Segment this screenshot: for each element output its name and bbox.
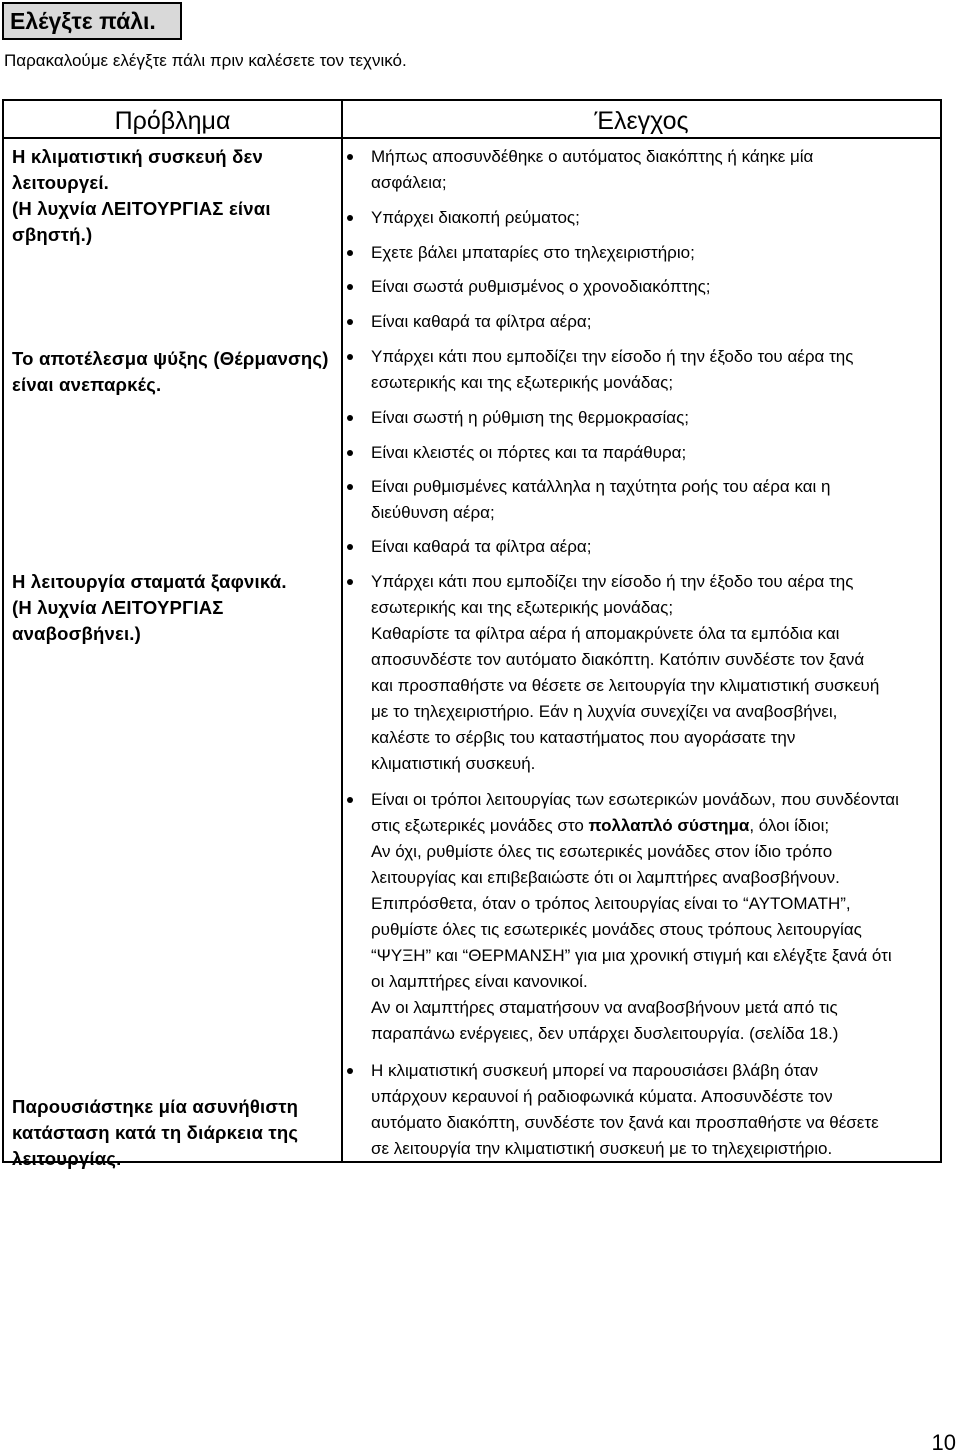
bullet-icon (347, 154, 353, 160)
problem-abnormal-condition (12, 1094, 337, 1172)
problem-line: κατάσταση κατά τη διάρκεια της (12, 1122, 299, 1143)
check-line: Είναι καθαρά τα φίλτρα αέρα; (371, 537, 592, 556)
check-line: Αν όχι, ρυθμίστε όλες τις εσωτερικές μονάδες στον ίδιο τρόπο (371, 842, 833, 861)
intro-text: Παρακαλούμε ελέγξτε πάλι πριν καλέσετε τον τεχνικό. (4, 51, 407, 70)
bullet-icon (347, 450, 353, 456)
problem-line: είναι ανεπαρκές. (12, 374, 162, 395)
problem-line: (Η λυχνία ΛΕΙΤΟΥΡΓΙΑΣ (12, 597, 224, 618)
problem-line: Παρουσιάστηκε μία ασυνήθιστη (12, 1096, 299, 1117)
check-item (371, 274, 941, 300)
check-item (371, 569, 941, 777)
bullet-icon (347, 797, 353, 803)
troubleshooting-table (2, 99, 942, 1169)
header-problem (3, 100, 342, 138)
check-line: σε λειτουργία την κλιματιστική συσκευή με το τηλεχειριστήριο. (371, 1139, 833, 1158)
section-title-text: Ελέγξτε πάλι. (10, 7, 156, 34)
problem-line: Το αποτέλεσμα ψύξης (Θέρμανσης) (12, 348, 329, 369)
bullet-icon (347, 250, 353, 256)
check-item (371, 534, 941, 560)
check-line: Είναι κλειστές οι πόρτες και τα παράθυρα; (371, 443, 687, 462)
check-line: Καθαρίστε τα φίλτρα αέρα ή απομακρύνετε όλα τα εμπόδια και (371, 624, 840, 643)
check-item (371, 440, 941, 466)
check-line: Μήπως αποσυνδέθηκε ο αυτόματος διακόπτης ή κάηκε μία (371, 147, 814, 166)
problem-insufficient-cooling (12, 346, 337, 398)
check-line: Υπάρχει κάτι που εμποδίζει την είσοδο ή την έξοδο του αέρα της (371, 572, 854, 591)
bullet-icon (347, 544, 353, 550)
bullet-icon (347, 319, 353, 325)
table-body-row (3, 138, 941, 1162)
check-line-part: στις εξωτερικές μονάδες στο (371, 816, 589, 835)
check-item (371, 474, 941, 526)
header-check (342, 100, 941, 138)
bullet-icon (347, 284, 353, 290)
header-check-label: Έλεγχος (594, 106, 689, 135)
check-line-part: , όλοι ίδιοι; (749, 816, 830, 835)
problem-no-operation (12, 144, 337, 248)
check-line: ασφάλεια; (371, 173, 447, 192)
problem-line: αναβοσβήνει.) (12, 623, 141, 644)
check-line: “ΨΥΞΗ” και “ΘΕΡΜΑΝΣΗ” για μια χρονική στιγμή και ελέγξτε ξανά ότι (371, 946, 892, 965)
bullet-icon (347, 1068, 353, 1074)
check-line: ρυθμίστε όλες τις εσωτερικές μονάδες στους τρόπους λειτουργίας (371, 920, 862, 939)
check-item (371, 144, 941, 196)
checks-cell (342, 138, 941, 1162)
problem-line: (Η λυχνία ΛΕΙΤΟΥΡΓΙΑΣ είναι (12, 198, 271, 219)
check-line: παραπάνω ενέργειες, δεν υπάρχει δυσλειτουργία. (σελίδα 18.) (371, 1024, 839, 1043)
problem-line: Η κλιματιστική συσκευή δεν (12, 146, 264, 167)
table-header-row (3, 100, 941, 138)
check-line (371, 813, 941, 839)
check-line: Αν οι λαμπτήρες σταματήσουν να αναβοσβήνουν μετά από τις (371, 998, 838, 1017)
check-line: Υπάρχει κάτι που εμποδίζει την είσοδο ή την έξοδο του αέρα της (371, 347, 854, 366)
bullet-icon (347, 415, 353, 421)
page-number: 10 (931, 1430, 956, 1455)
check-line: κλιματιστική συσκευή. (371, 754, 536, 773)
check-line: Είναι καθαρά τα φίλτρα αέρα; (371, 312, 592, 331)
check-line: λειτουργίας και επιβεβαιώστε ότι οι λαμπτήρες αναβοσβήνουν. (371, 868, 840, 887)
check-line: Είναι ρυθμισμένες κατάλληλα η ταχύτητα ροής του αέρα και η (371, 477, 831, 496)
check-line: υπάρχουν κεραυνοί ή ραδιοφωνικά κύματα. Αποσυνδέστε τον (371, 1087, 833, 1106)
bullet-icon (347, 215, 353, 221)
check-line: εσωτερικής και της εξωτερικής μονάδας; (371, 373, 674, 392)
bullet-icon (347, 579, 353, 585)
check-line: και προσπαθήστε να θέσετε σε λειτουργία την κλιματιστική συσκευή (371, 676, 880, 695)
check-line: διεύθυνση αέρα; (371, 503, 495, 522)
check-line: εσωτερικής και της εξωτερικής μονάδας; (371, 598, 674, 617)
problem-line: λειτουργίας. (12, 1148, 122, 1169)
check-item (371, 309, 941, 335)
bullet-icon (347, 484, 353, 490)
check-item (371, 787, 941, 1047)
check-line: καλέστε το σέρβις του καταστήματος που αγοράσατε την (371, 728, 796, 747)
check-line: Είναι σωστά ρυθμισμένος ο χρονοδιακόπτης; (371, 277, 711, 296)
check-item (371, 344, 941, 396)
bullet-icon (347, 354, 353, 360)
check-item (371, 205, 941, 231)
section-title (2, 2, 182, 40)
header-problem-label: Πρόβλημα (114, 106, 231, 135)
problems-cell (3, 138, 342, 1169)
check-line: Είναι οι τρόποι λειτουργίας των εσωτερικών μονάδων, που συνδέονται (371, 790, 899, 809)
check-line: Υπάρχει διακοπή ρεύματος; (371, 208, 580, 227)
check-line: Εχετε βάλει μπαταρίες στο τηλεχειριστήριο; (371, 243, 695, 262)
problem-sudden-stop (12, 569, 337, 647)
problem-line: σβηστή.) (12, 224, 93, 245)
check-line: με το τηλεχειριστήριο. Εάν η λυχνία συνεχίζει να αναβοσβήνει, (371, 702, 838, 721)
check-line: οι λαμπτήρες είναι κανονικοί. (371, 972, 588, 991)
check-line: Είναι σωστή η ρύθμιση της θερμοκρασίας; (371, 408, 689, 427)
check-line: Η κλιματιστική συσκευή μπορεί να παρουσιάσει βλάβη όταν (371, 1061, 819, 1080)
multi-system-emphasis: πολλαπλό σύστημα (588, 816, 750, 835)
check-line: Επιπρόσθετα, όταν ο τρόπος λειτουργίας είναι το “ΑΥΤΟΜΑΤΗ”, (371, 894, 851, 913)
problem-line: Η λειτουργία σταματά ξαφνικά. (12, 571, 287, 592)
check-line: αποσυνδέστε τον αυτόματο διακόπτη. Κατόπιν συνδέστε τον ξανά (371, 650, 865, 669)
check-item (371, 405, 941, 431)
check-item (371, 240, 941, 266)
problem-line: λειτουργεί. (12, 172, 110, 193)
check-item (371, 1058, 941, 1162)
check-line: αυτόματο διακόπτη, συνδέστε τον ξανά και προσπαθήστε να θέσετε (371, 1113, 879, 1132)
